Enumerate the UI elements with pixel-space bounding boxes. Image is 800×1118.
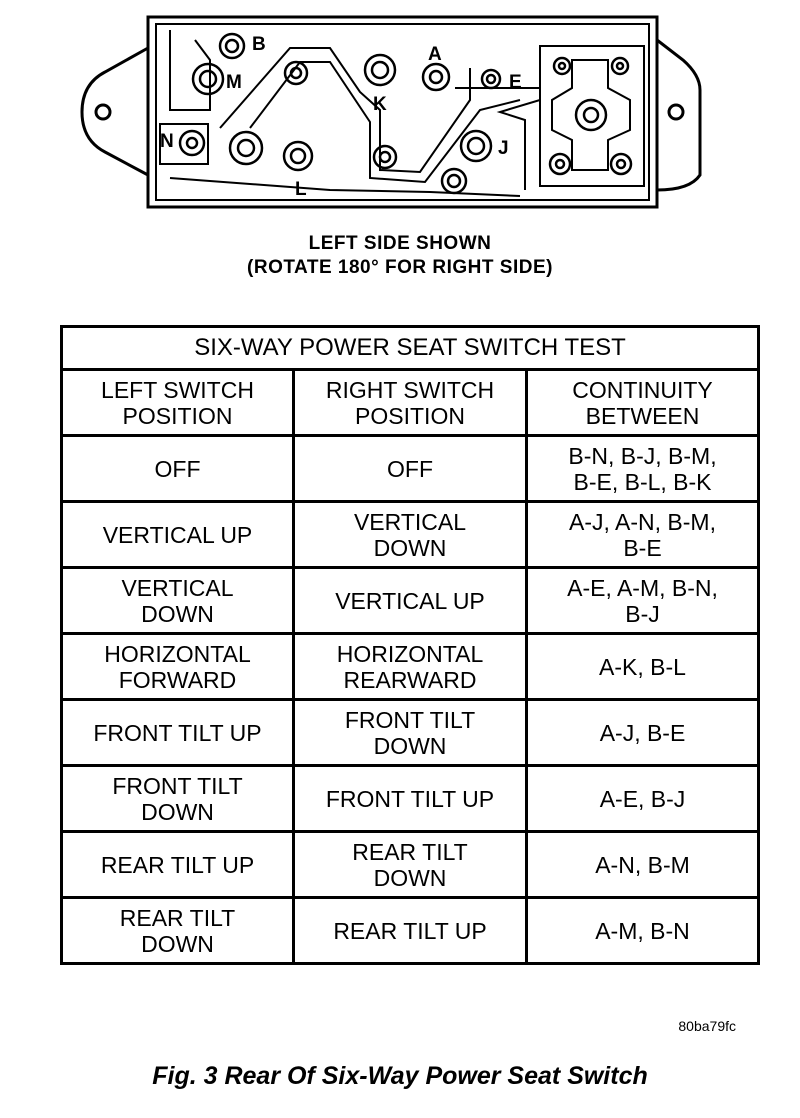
cell-continuity-between: B-N, B-J, B-M, B-E, B-L, B-K [527,436,759,502]
socket-pin-top-right [612,58,628,74]
cell-left-switch-position: OFF [62,436,294,502]
table-title: SIX-WAY POWER SEAT SWITCH TEST [62,327,759,370]
right-mounting-hole [669,105,683,119]
cell-continuity-between: A-E, B-J [527,766,759,832]
table-row [62,436,759,502]
left-mounting-flange [82,48,148,175]
right-mounting-flange [657,40,700,190]
socket-pin-top-left [554,58,570,74]
table-body [62,327,759,964]
cell-right-switch-position: VERTICAL DOWN [294,502,527,568]
table-row [62,766,759,832]
table-row [62,502,759,568]
label-l: L [295,179,307,200]
diagram-caption-line1: LEFT SIDE SHOWN [308,233,492,254]
header-right-switch-position: RIGHT SWITCH POSITION [294,370,527,436]
table-row [62,634,759,700]
terminal-lower-center [374,146,396,168]
terminal-b [220,34,244,58]
cell-continuity-between: A-J, B-E [527,700,759,766]
cell-left-switch-position: FRONT TILT DOWN [62,766,294,832]
table-row [62,700,759,766]
cell-right-switch-position: REAR TILT UP [294,898,527,964]
table-title-row [62,327,759,370]
terminal-lower-right [442,169,466,193]
cell-left-switch-position: FRONT TILT UP [62,700,294,766]
switch-connector-diagram [0,0,800,230]
cell-continuity-between: A-N, B-M [527,832,759,898]
socket-pin-bottom-left [550,154,570,174]
label-n: N [160,131,174,152]
label-b: B [252,34,266,55]
table-row [62,898,759,964]
socket-pin-bottom-right [611,154,631,174]
terminal-left-center [230,132,262,164]
cell-right-switch-position: FRONT TILT UP [294,766,527,832]
cell-right-switch-position: HORIZONTAL REARWARD [294,634,527,700]
terminal-a [423,64,449,90]
cell-left-switch-position: VERTICAL DOWN [62,568,294,634]
cell-left-switch-position: HORIZONTAL FORWARD [62,634,294,700]
label-j: J [498,138,509,159]
terminal-n [180,131,204,155]
terminal-m [193,64,223,94]
trace-diagonal [220,48,470,172]
terminal-e [482,70,500,88]
header-left-switch-position: LEFT SWITCH POSITION [62,370,294,436]
label-e: E [509,72,522,93]
trace-center [250,62,520,182]
diagram-caption-line2: (ROTATE 180° FOR RIGHT SIDE) [247,257,553,278]
trace-left [170,30,210,110]
terminal-upper-center [285,62,307,84]
cell-right-switch-position: REAR TILT DOWN [294,832,527,898]
switch-test-table [60,325,760,965]
trace-bottom [170,178,520,196]
figure-caption: Fig. 3 Rear Of Six-Way Power Seat Switch [152,1062,648,1090]
cell-continuity-between: A-J, A-N, B-M, B-E [527,502,759,568]
cell-left-switch-position: REAR TILT UP [62,832,294,898]
left-mounting-hole [96,105,110,119]
terminal-l [284,142,312,170]
table-header-row [62,370,759,436]
terminal-k [365,55,395,85]
label-a: A [428,44,442,65]
cell-right-switch-position: VERTICAL UP [294,568,527,634]
cell-continuity-between: A-E, A-M, B-N, B-J [527,568,759,634]
table-row [62,832,759,898]
cell-left-switch-position: VERTICAL UP [62,502,294,568]
cell-left-switch-position: REAR TILT DOWN [62,898,294,964]
cell-continuity-between: A-M, B-N [527,898,759,964]
socket-pin-center [576,100,606,130]
reference-code: 80ba79fc [678,1018,736,1034]
terminal-j [461,131,491,161]
header-continuity-between: CONTINUITY BETWEEN [527,370,759,436]
label-k: K [373,94,387,115]
cell-right-switch-position: FRONT TILT DOWN [294,700,527,766]
cell-continuity-between: A-K, B-L [527,634,759,700]
label-m: M [226,72,242,93]
table-row [62,568,759,634]
cell-right-switch-position: OFF [294,436,527,502]
